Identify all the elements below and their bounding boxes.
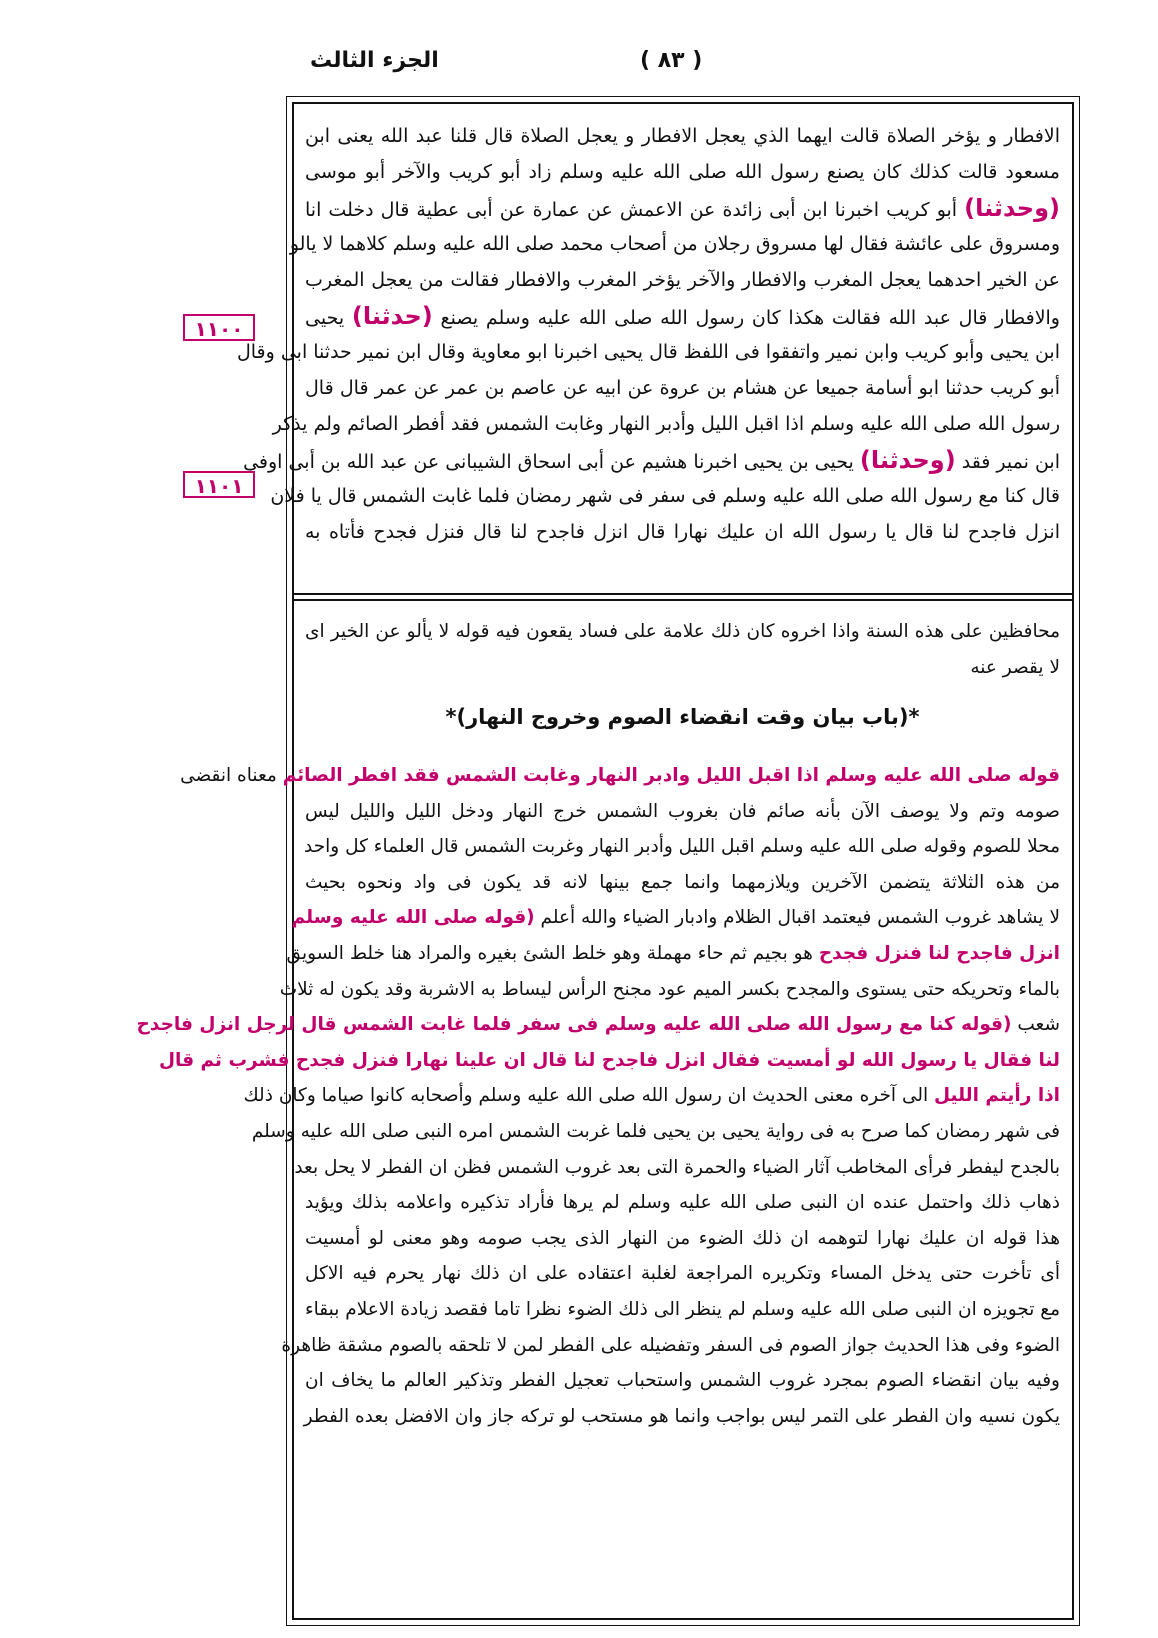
text-segment: بالجدح ليفطر فرأى المخاطب آثار الضياء والحمرة التى بعد غروب الشمس فظن ان الفطر لا يحل بعد — [294, 1156, 1060, 1178]
text-line — [305, 370, 1060, 406]
text-segment: محلا للصوم وقوله صلى الله عليه وسلم اقبل الليل وأدبر النهار وغربت الشمس قال العلماء كل واحد — [304, 836, 1060, 858]
text-segment: لا يقصر عنه — [970, 656, 1060, 678]
text-line — [305, 865, 1060, 901]
text-line — [243, 442, 1060, 478]
text-segment: أبو كريب اخبرنا ابن أبى زائدة عن الاعمش عن عمارة عن أبى عطية قال دخلت انا — [305, 199, 965, 221]
text-segment: فى شهر رمضان كما صرح به فى رواية يحيى بن يحيى فلما غربت الشمس امره النبى صلى الله عليه وسلم — [251, 1120, 1060, 1142]
text-segment: ذهاب ذلك واحتمل عنده ان النبى صلى الله عليه وسلم لم يرها فأراد تذكيره واعلامه بذلك ويؤيد — [305, 1192, 1060, 1214]
text-segment: محافظين على هذه السنة واذا اخروه كان ذلك علامة على فساد يقعون فيه قوله لا يألو عن الخير اى — [305, 621, 1060, 642]
quoted-text: اذا رأيتم الليل — [934, 1085, 1060, 1107]
text-segment: والافطار قال عبد الله فقالت هكذا كان رسول الله صلى الله عليه وسلم يصنع — [432, 307, 1060, 329]
text-segment: أى تأخرت حتى يدخل المساء وتكريره المراجعة لغلبة اعتقاده على ان ذلك نهار يحرم فيه الاكل — [305, 1263, 1060, 1285]
text-line — [305, 1221, 1060, 1257]
text-segment: رسول الله صلى الله عليه وسلم اذا اقبل الليل وأدبر النهار وغابت الشمس فقد أفطر الصائم ولم يذكر — [272, 413, 1060, 435]
page-number: ( ٨٣ ) — [640, 48, 703, 73]
commentary-text — [136, 758, 1060, 1434]
text-segment: عن الخير احدهما يعجل المغرب والافطار والآخر يؤخر المغرب والافطار فقالت من يعجل المغرب — [305, 269, 1060, 291]
text-segment: هو بجيم ثم حاء مهملة وهو خلط الشئ بغيره والمراد هنا خلط السويق — [286, 942, 819, 964]
text-line — [180, 758, 1060, 794]
commentary-intro — [305, 614, 1060, 685]
text-segment: أبو كريب حدثنا ابو أسامة جميعا عن هشام بن عروة عن ابيه عن عاصم بن عمر عن عمر قال قال — [305, 377, 1060, 399]
text-line — [305, 614, 1060, 650]
text-line — [272, 406, 1060, 442]
text-segment: بالماء وتحريكه حتى يستوى والمجدح بكسر الميم عود مجنح الرأس ليساط به الاشربة وقد يكون له ثلاث — [279, 978, 1060, 1000]
text-segment: يكون نسيه وان الفطر على التمر ليس بواجب وانما هو مستحب لو تركه جاز وان الافضل بعده الفطر — [303, 1405, 1060, 1427]
text-segment: الافطار و يؤخر الصلاة قالت ايهما الذي يعجل الافطار و يعجل الصلاة قال قلنا عبد الله يعنى ابن — [305, 125, 1060, 147]
text-segment: ومسروق على عائشة فقال لها مسروق رجلان من أصحاب محمد صلى الله عليه وسلم كلاهما لا يالو — [289, 233, 1060, 255]
text-segment: قال كنا مع رسول الله صلى الله عليه وسلم فى سفر فى شهر رمضان فلما غابت الشمس قال يا فلان — [270, 485, 1060, 507]
text-line — [305, 514, 1060, 550]
quoted-text: لنا فقال يا رسول الله لو أمسيت فقال انزل فاجدح لنا قال ان علينا نهارا فنزل فجدح فشرب ثم قال — [159, 1049, 1060, 1071]
text-segment: صومه وتم ولا يوصف الآن بأنه صائم فان بغروب الشمس خرج النهار ودخل الليل والليل ليس — [305, 800, 1060, 822]
text-line — [286, 936, 1060, 972]
narration-marker: (وحدثنا) — [859, 446, 956, 474]
text-segment: يحيى — [305, 307, 352, 329]
text-line — [243, 1078, 1060, 1114]
quoted-text: انزل فاجدح لنا فنزل فجدح — [818, 942, 1060, 964]
text-line — [236, 334, 1060, 370]
text-line — [305, 118, 1060, 154]
text-line — [305, 190, 1060, 226]
text-segment: الضوء وفى هذا الحديث جواز الصوم فى السفر وتفضيله على الفطر لمن لا تلحقه بالصوم مشقة ظاهرة — [281, 1334, 1060, 1356]
text-segment: شعب — [1011, 1014, 1060, 1036]
text-segment: يحيى بن يحيى اخبرنا هشيم عن أبى اسحاق الشيبانى عن عبد الله بن أبى اوفى — [243, 451, 860, 473]
text-line — [281, 1328, 1060, 1364]
text-line — [305, 1256, 1060, 1292]
quoted-text: قوله صلى الله عليه وسلم اذا اقبل الليل وادبر النهار وغابت الشمس فقد افطر الصائم — [282, 765, 1060, 786]
hadith-number-1101: ١١٠١ — [183, 471, 255, 498]
text-line — [305, 262, 1060, 298]
narration-marker: (حدثنا) — [351, 302, 433, 330]
text-line — [136, 1007, 1060, 1043]
text-line — [305, 1399, 1060, 1435]
text-line — [291, 900, 1060, 936]
text-segment: مع تجويزه ان النبى صلى الله عليه وسلم لم ينظر الى ذلك الضوء نظرا تاما فقصد زيادة الاعلام ببقاء — [304, 1298, 1060, 1320]
section-divider-inner — [292, 599, 1074, 601]
hadith-number-1100: ١١٠٠ — [183, 314, 255, 341]
chapter-title: *(باب بيان وقت انقضاء الصوم وخروج النهار)* — [445, 705, 920, 729]
text-segment: من هذه الثلاثة يتضمن الآخرين ويلازمهما وانما جمع بينها لانه قد يكون فى واد ونحوه بحيث — [305, 871, 1060, 893]
text-segment: هذا قوله ان عليك نهارا لتوهمه ان ذلك الضوء من النهار الذى يجب صومه وهو معنى لو أمسيت — [305, 1227, 1060, 1249]
text-segment: ابن يحيى وأبو كريب وابن نمير واتفقوا فى اللفظ قال يحيى اخبرنا ابو معاوية وقال ابن نمير حدثنا ابى وقال — [236, 341, 1060, 363]
text-line — [305, 794, 1060, 830]
section-divider — [292, 593, 1074, 595]
text-segment: معناه انقضى — [180, 765, 283, 786]
text-line — [305, 1292, 1060, 1328]
text-segment: ابن نمير فقد — [955, 451, 1060, 473]
quoted-text: (قوله صلى الله عليه وسلم — [291, 907, 535, 929]
part-title: الجزء الثالث — [310, 48, 439, 73]
text-line — [305, 650, 1060, 686]
text-line — [289, 226, 1060, 262]
narration-marker: (وحدثنا) — [964, 194, 1060, 222]
text-segment: مسعود قالت كذلك كان يصنع رسول الله صلى الله عليه وسلم زاد أبو كريب والآخر أبو موسى — [305, 161, 1060, 183]
text-segment: لا يشاهد غروب الشمس فيعتمد اقبال الظلام وادبار الضياء والله أعلم — [534, 907, 1060, 929]
text-line — [279, 972, 1060, 1008]
text-segment: انزل فاجدح لنا قال يا رسول الله ان عليك نهارا قال انزل فاجدح لنا قال فنزل فجدح فأتاه به — [305, 521, 1060, 543]
quoted-text: (قوله كنا مع رسول الله صلى الله عليه وسلم فى سفر فلما غابت الشمس قال لرجل انزل فاجدح — [136, 1014, 1012, 1036]
text-line — [159, 1043, 1060, 1079]
text-line — [270, 478, 1060, 514]
text-line — [251, 1114, 1060, 1150]
text-line — [305, 1185, 1060, 1221]
text-line — [305, 298, 1060, 334]
text-line — [294, 1150, 1060, 1186]
text-line — [305, 1363, 1060, 1399]
text-segment: وفيه بيان انقضاء الصوم بمجرد غروب الشمس واستحباب تعجيل الفطر وتذكير العالم ما يخاف ان — [305, 1370, 1060, 1392]
text-line — [305, 829, 1060, 865]
text-segment: الى آخره معنى الحديث ان رسول الله صلى الله عليه وسلم وأصحابه كانوا صياما وكان ذلك — [243, 1085, 935, 1107]
hadith-text — [236, 118, 1060, 550]
text-line — [305, 154, 1060, 190]
